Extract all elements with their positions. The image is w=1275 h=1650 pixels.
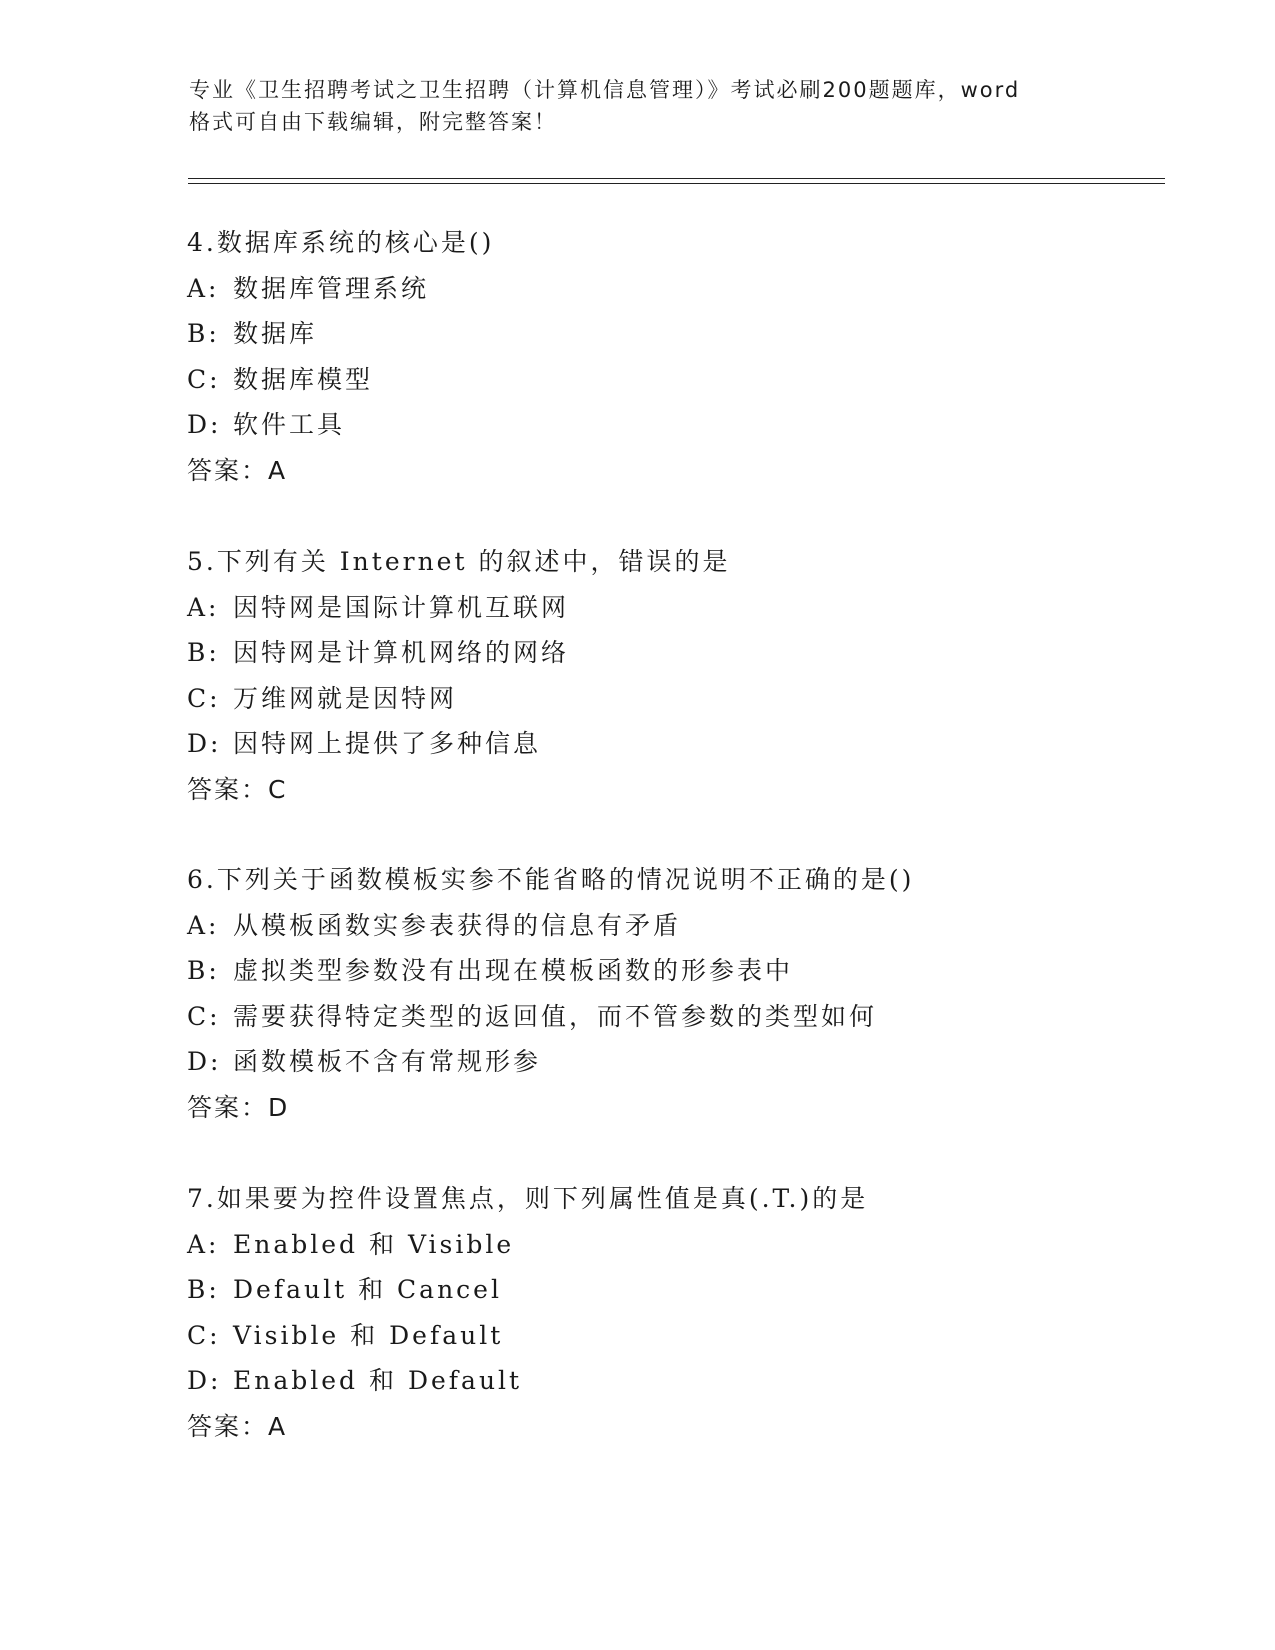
option-b	[187, 1267, 1147, 1313]
option-b	[187, 948, 1147, 994]
option-text: 数据库	[233, 319, 318, 349]
option-key: D:	[187, 729, 222, 759]
option-key: D:	[187, 1047, 222, 1077]
option-key: C:	[187, 683, 221, 713]
header-line-1: 专业《卫生招聘考试之卫生招聘（计算机信息管理）》考试必刷200题题库，word	[189, 78, 1021, 102]
option-c	[187, 676, 1147, 722]
option-a	[187, 266, 1147, 312]
question-4	[187, 220, 1147, 494]
option-key: A:	[187, 910, 220, 940]
option-text: 函数模板不含有常规形参	[233, 1047, 542, 1077]
option-b	[187, 311, 1147, 357]
option-text: Visible 和 Default	[233, 1320, 504, 1350]
question-stem: 4.数据库系统的核心是()	[187, 228, 495, 257]
option-key: D:	[187, 1366, 222, 1396]
question-stem: 5.下列有关 Internet 的叙述中，错误的是	[187, 547, 731, 576]
header-line-2: 格式可自由下载编辑，附完整答案！	[189, 110, 557, 134]
question-7	[187, 1176, 1147, 1450]
answer-line: 答案：D	[187, 1092, 290, 1122]
option-text: 因特网是国际计算机互联网	[233, 592, 570, 622]
option-text: 数据库管理系统	[233, 273, 430, 303]
option-key: C:	[187, 364, 221, 394]
option-key: A:	[187, 273, 220, 303]
option-key: B:	[187, 319, 220, 349]
option-a	[187, 903, 1147, 949]
option-a	[187, 585, 1147, 631]
option-key: A:	[187, 592, 220, 622]
option-key: B:	[187, 1275, 220, 1305]
option-c	[187, 357, 1147, 403]
option-a	[187, 1222, 1147, 1268]
option-d	[187, 1358, 1147, 1404]
header-double-rule	[188, 178, 1165, 184]
option-d	[187, 721, 1147, 767]
option-text: Enabled 和 Visible	[233, 1229, 515, 1259]
option-text: 因特网是计算机网络的网络	[233, 638, 570, 668]
option-key: B:	[187, 638, 220, 668]
option-text: 需要获得特定类型的返回值，而不管参数的类型如何	[233, 1001, 878, 1031]
option-text: 万维网就是因特网	[233, 683, 458, 713]
option-text: Enabled 和 Default	[233, 1366, 523, 1396]
answer-line: 答案：C	[187, 774, 288, 804]
option-key: C:	[187, 1001, 221, 1031]
option-text: 从模板函数实参表获得的信息有矛盾	[233, 910, 682, 940]
option-text: 因特网上提供了多种信息	[233, 729, 542, 759]
option-text: 软件工具	[233, 410, 346, 440]
option-text: 数据库模型	[233, 364, 374, 394]
option-key: B:	[187, 956, 220, 986]
document-header	[189, 74, 1089, 138]
question-6	[187, 857, 1147, 1131]
option-c	[187, 994, 1147, 1040]
question-5	[187, 539, 1147, 813]
option-text: Default 和 Cancel	[233, 1275, 502, 1305]
answer-line: 答案：A	[187, 455, 288, 485]
option-key: D:	[187, 410, 222, 440]
question-stem: 6.下列关于函数模板实参不能省略的情况说明不正确的是()	[187, 865, 915, 894]
answer-line: 答案：A	[187, 1411, 288, 1441]
option-b	[187, 630, 1147, 676]
option-c	[187, 1313, 1147, 1359]
option-key: A:	[187, 1229, 220, 1259]
question-stem: 7.如果要为控件设置焦点，则下列属性值是真(.T.)的是	[187, 1184, 869, 1213]
option-d	[187, 402, 1147, 448]
option-d	[187, 1039, 1147, 1085]
option-key: C:	[187, 1320, 221, 1350]
option-text: 虚拟类型参数没有出现在模板函数的形参表中	[233, 956, 794, 986]
